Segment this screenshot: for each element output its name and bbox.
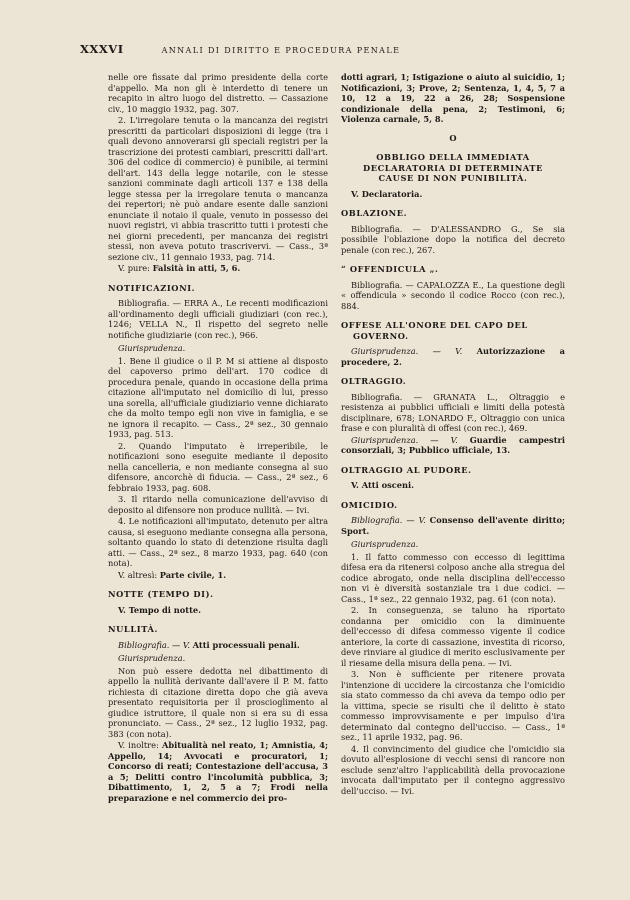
heading-notificazioni: NOTIFICAZIONI.	[108, 282, 196, 293]
giurisprudenza-entry	[341, 346, 565, 367]
entry-paragraph: 4. Le notificazioni all'imputato, detenuto per altra causa, si eseguono mediante consegna alla persona, soltanto quando lo stato di detenzione risulta dagli atti. — Cass., 2ª sez., 8 marzo 1933, pag. 640 (con nota).	[108, 516, 328, 568]
giurisprudenza-label: Giurisprudenza.	[118, 343, 186, 353]
cross-reference: V. Declaratoria.	[351, 188, 423, 199]
heading-nullita: NULLITÀ.	[108, 624, 158, 634]
heading-oblazione: OBLAZIONE.	[341, 208, 408, 218]
see-also-ref: Parte civile, 1.	[159, 569, 227, 580]
see-also	[108, 263, 328, 274]
heading-obbligo: OBBLIGO DELLA IMMEDIATA DECLARATORIA DI DETERMINATE CAUSE DI NON PUNIBILITÀ.	[362, 152, 544, 183]
entry-paragraph: Non può essere dedotta nel dibattimento di appello la nullità derivante dall'avere il P. M. fatto richiesta di citazione diretta dopo che già aveva presentato requisitoria per il proscioglimento al giudice istruttore, il quale non si era su di essa pronunciato. — Cass., 2ª sez., 12 luglio 1932, pag. 383 (con nota).	[108, 665, 328, 739]
running-title: ANNALI DI DIRITTO E PROCEDURA PENALE	[161, 46, 401, 55]
see-also-ref: Falsità in atti, 5, 6.	[152, 263, 241, 273]
heading-oltraggio-pudore: OLTRAGGIO AL PUDORE.	[341, 464, 472, 475]
cross-reference: V. Atti osceni.	[351, 480, 415, 490]
giur-ref: Autorizzazione a procedere, 2.	[341, 346, 565, 367]
heading-offendicula: “ OFFENDICULA „.	[341, 264, 439, 274]
see-also-prefix: V. altresì:	[118, 569, 160, 580]
entry-paragraph: 2. Quando l'imputato è irreperibile, le notificazioni sono eseguite mediante il deposito nella cancelleria, e non mediante consegna al suo difensore, ancorchè di fiducia. — Cass., 2ª sez., 6 febbraio 1933, pag. 608.	[108, 440, 328, 493]
giurisprudenza-label: Giurisprudenza.	[118, 653, 186, 663]
bibliography-entry: Bibliografia. — ERRA A., Le recenti modificazioni all'ordinamento degli ufficiali giudiziari (con rec.), 1246; VELLA N., Il rispetto del segreto nelle notifiche giudiziarie (con rec.), 966.	[108, 298, 328, 340]
running-header	[80, 42, 540, 56]
heading-offese: OFFESE ALL'ONORE DEL CAPO DEL GOVERNO.	[341, 320, 528, 341]
page-number: XXXVI	[80, 42, 124, 56]
heading-oltraggio: OLTRAGGIO.	[341, 376, 407, 386]
see-also	[108, 570, 328, 581]
entry-paragraph: 3. Il ritardo nella comunicazione dell'avviso di deposito al difensore non produce nullità. — Ivi.	[108, 494, 328, 515]
left-column	[108, 72, 328, 804]
see-also-prefix: V. inoltre:	[118, 740, 162, 750]
heading-notte: NOTTE (TEMPO DI).	[108, 589, 214, 599]
bib-ref: Consenso dell'avente diritto; Sport.	[341, 515, 565, 536]
bibliography-entry: Bibliografia. — CAPALOZZA E., La questione degli « offendicula » secondo il codice Rocco (con rec.), 884.	[341, 279, 565, 311]
giurisprudenza-entry	[341, 435, 565, 456]
bibliography-entry	[108, 640, 328, 651]
section-letter: O	[449, 132, 457, 143]
bib-prefix: Bibliografia. — V.	[118, 639, 193, 650]
bib-ref: Atti processuali penali.	[192, 639, 300, 650]
entry-paragraph: 2. L'irregolare tenuta o la mancanza dei registri prescritti da particolari disposizioni di legge (tra i quali devono annoverarsi gli speciali registri per la trascrizione dei protesti cambiari, prescritti dall'art. 306 del codice di commercio) è punibile, ai termini dell'art. 143 della legge notarile, con le stesse sanzioni comminate dagli articoli 137 e 138 della legge stessa per la irregolare tenuta o mancanza dei repertori; nè può andare esente dalle sanzioni enunciate il notaio il quale, venuto in possesso dei nuovi registri, vi abbia trascritto tutti i protesti che nei giorni precedenti, per mancanza dei registri stessi, non aveva potuto trascrivervi. — Cass., 3ª sezione civ., 11 gennaio 1933, pag. 714.	[108, 115, 328, 262]
giur-prefix: Giurisprudenza. — V.	[351, 434, 470, 445]
entry-paragraph: 1. Il fatto commesso con eccesso di legittima difesa era da ritenersi colposo anche alla stregua del codice abrogato, onde nella disciplina dell'eccesso non vi è diversità sostanziale tra i due codici. — Cass., 1ª sez., 22 gennaio 1932, pag. 61 (con nota).	[341, 551, 565, 604]
heading-omicidio: OMICIDIO.	[341, 499, 398, 510]
right-column	[341, 72, 565, 797]
entry-paragraph: 2. In conseguenza, se taluno ha riportato condanna per omicidio con la diminuente dell'eccesso di difesa commesso vigente il codice anteriore, la corte di cassazione, investita di ricorso, deve rinviare al giudice di merito esclusivamente per il riesame della misura della pena. — Ivi.	[341, 605, 565, 668]
entry-paragraph: 1. Bene il giudice o il P. M si attiene al disposto del capoverso primo dell'art. 170 codice di procedura penale, quando in occasione della prima citazione all'imputato nel domicilio di lui, presso una sorella, all'ufficiale giudiziario venne dichiarato che da molto tempo egli non vive in famiglia, e se ne ignora il recapito. — Cass., 2ª sez., 30 gennaio 1933, pag. 513.	[108, 355, 328, 439]
see-also	[108, 740, 328, 803]
giur-ref: Guardie campestri consorziali, 3; Pubblico ufficiale, 13.	[341, 434, 565, 455]
bibliography-entry: Bibliografia. — D'ALESSANDRO G., Se sia possibile l'oblazione dopo la notifica del decreto penale (con rec.), 267.	[341, 223, 565, 255]
giur-prefix: Giurisprudenza. — V.	[351, 346, 477, 356]
bibliography-entry	[341, 515, 565, 536]
entry-paragraph: 3. Non è sufficiente per ritenere provata l'intenzione di uccidere la circostanza che l'omicidio sia stato commesso da chi aveva da tempo odio per la vittima, specie se risulti che il delitto è stato commesso improvvisamente e per impulso d'ira determinato dal contegno dell'ucciso. — Cass., 1ª sez., 11 aprile 1932, pag. 96.	[341, 669, 565, 742]
continued-paragraph: dotti agrari, 1; Istigazione o aiuto al suicidio, 1; Notificazioni, 3; Prove, 2; Sentenza, 1, 4, 5, 7 a 10, 12 a 19, 22 a 26, 28; Sospensione condizionale della pena, 2; Testimoni, 6; Violenza carnale, 5, 8.	[341, 72, 565, 124]
entry-paragraph: 4. Il convincimento del giudice che l'omicidio sia dovuto all'esplosione di vecchi sensi di rancore non esclude senz'altro l'applicabilità della provocazione invocata dall'imputato per il contegno aggressivo dell'ucciso. — Ivi.	[341, 743, 565, 796]
see-also-prefix: V. pure:	[118, 263, 153, 273]
bibliography-entry: Bibliografia. — GRANATA L., Oltraggio e resistenza ai pubblici ufficiali e limiti della potestà disciplinare, 678; LONARDO F., Oltraggio con unica frase e con pluralità di offesi (con rec.), 469.	[341, 391, 565, 433]
continued-paragraph: nelle ore fissate dal primo presidente della corte d'appello. Ma non gli è interdetto di tenere un recapito in altro luogo del distretto. — Cassazione civ., 10 maggio 1932, pag. 307.	[108, 72, 328, 114]
see-also-ref: Abitualità nel reato, 1; Amnistia, 4; Appello, 14; Avvocati e procuratori, 1; Concorso di reati; Contestazione dell'accusa, 3 a 5; Delitti contro l'incolumità pubblica, 3; Dibattimento, 1, 2, 5 a 7; Frodi nella preparazione e nel commercio dei pro-	[108, 740, 328, 803]
cross-reference: V. Tempo di notte.	[118, 604, 202, 615]
giurisprudenza-label: Giurisprudenza.	[351, 539, 419, 549]
bib-prefix: Bibliografia. — V.	[351, 515, 430, 525]
